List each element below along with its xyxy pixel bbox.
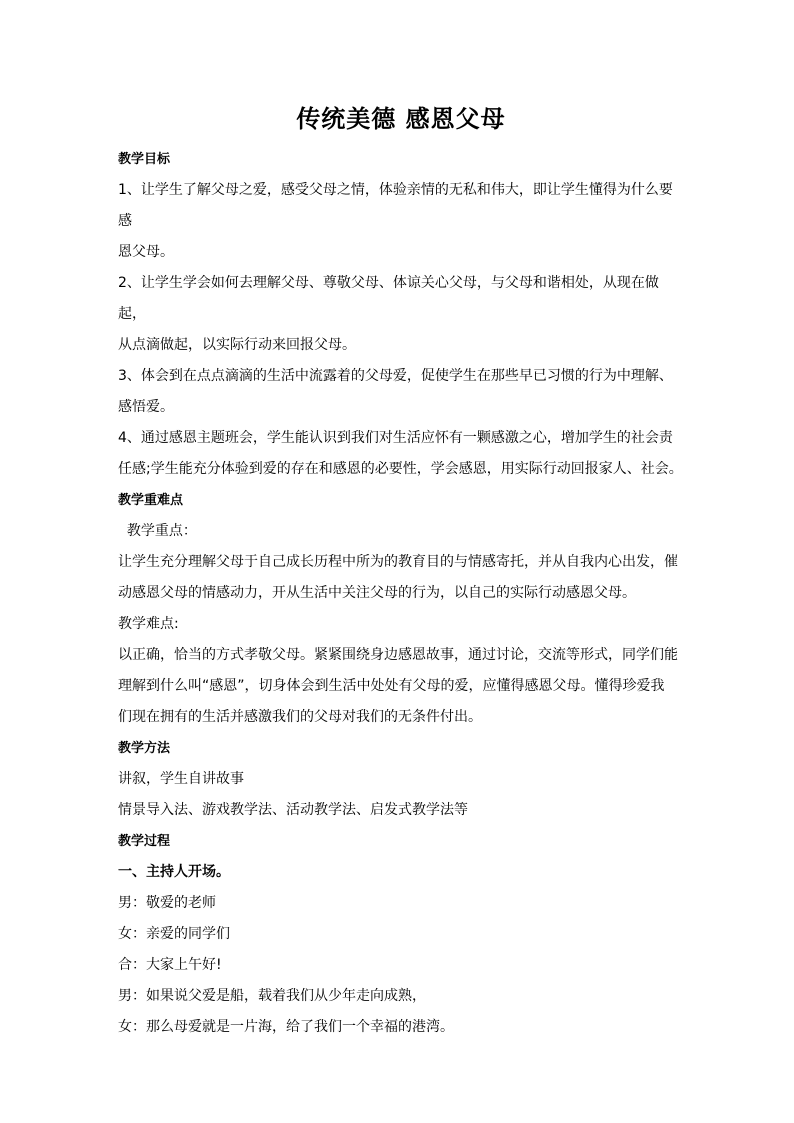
goals-line: 感悟爱。 — [118, 399, 174, 415]
goals-line: 任感;学生能充分体验到爱的存在和感恩的必要性，学会感恩，用实际行动回报家人、社会。 — [118, 461, 683, 477]
keypoints-heading: 教学重难点 — [118, 493, 184, 508]
focus-line: 动感恩父母的情感动力，开从生活中关注父母的行为，以自己的实际行动感恩父母。 — [118, 585, 636, 601]
methods-heading: 教学方法 — [118, 741, 171, 756]
dialogue-line: 男：如果说父爱是船，载着我们从少年走向成熟， — [118, 988, 426, 1004]
goals-section — [118, 175, 684, 485]
goals-line: 从点滴做起，以实际行动来回报父母。 — [118, 337, 356, 353]
difficulty-line: 以正确，恰当的方式孝敬父母。紧紧围绕身边感恩故事，通过讨论，交流等形式，同学们能 — [118, 647, 678, 663]
goals-line: 4、通过感恩主题班会，学生能认识到我们对生活应怀有一颗感激之心，增加学生的社会责 — [118, 430, 673, 446]
goals-line: 2、让学生学会如何去理解父母、尊敬父母、体谅关心父母，与父母和谐相处，从现在做起， — [118, 275, 659, 322]
process-heading: 教学过程 — [118, 834, 171, 849]
focus-line: 让学生充分理解父母于自己成长历程中所为的教育目的与情感寄托，并从自我内心出发，催 — [118, 554, 678, 570]
dialogue-line: 男：敬爱的老师 — [118, 895, 216, 911]
difficulty-line: 们现在拥有的生活并感激我们的父母对我们的无条件付出。 — [118, 709, 482, 725]
goals-line: 感 — [118, 213, 132, 229]
dialogue-line: 女：亲爱的同学们 — [118, 926, 230, 942]
methods-line: 情景导入法、游戏教学法、活动教学法、启发式教学法等 — [118, 802, 468, 818]
goals-line: 恩父母。 — [118, 244, 174, 260]
goals-line: 3、体会到在点点滴滴的生活中流露着的父母爱，促使学生在那些早已习惯的行为中理解、 — [118, 368, 673, 384]
goals-line: 1、让学生了解父母之爱，感受父母之情，体验亲情的无私和伟大，即让学生懂得为什么要 — [118, 182, 673, 198]
focus-label: 教学重点： — [118, 523, 197, 539]
document-title: 传统美德 感恩父母 — [296, 105, 506, 133]
goals-heading: 教学目标 — [118, 152, 171, 167]
dialogue-line: 女：那么母爱就是一片海，给了我们一个幸福的港湾。 — [118, 1019, 454, 1035]
methods-line: 讲叙，学生自讲故事 — [118, 771, 244, 787]
difficulty-line: 理解到什么叫“感恩”，切身体会到生活中处处有父母的爱，应懂得感恩父母。懂得珍爱我 — [118, 678, 665, 694]
difficulty-label: 教学难点: — [118, 616, 179, 632]
dialogue-line: 合：大家上午好! — [118, 957, 222, 973]
process-step: 一、主持人开场。 — [118, 864, 230, 880]
